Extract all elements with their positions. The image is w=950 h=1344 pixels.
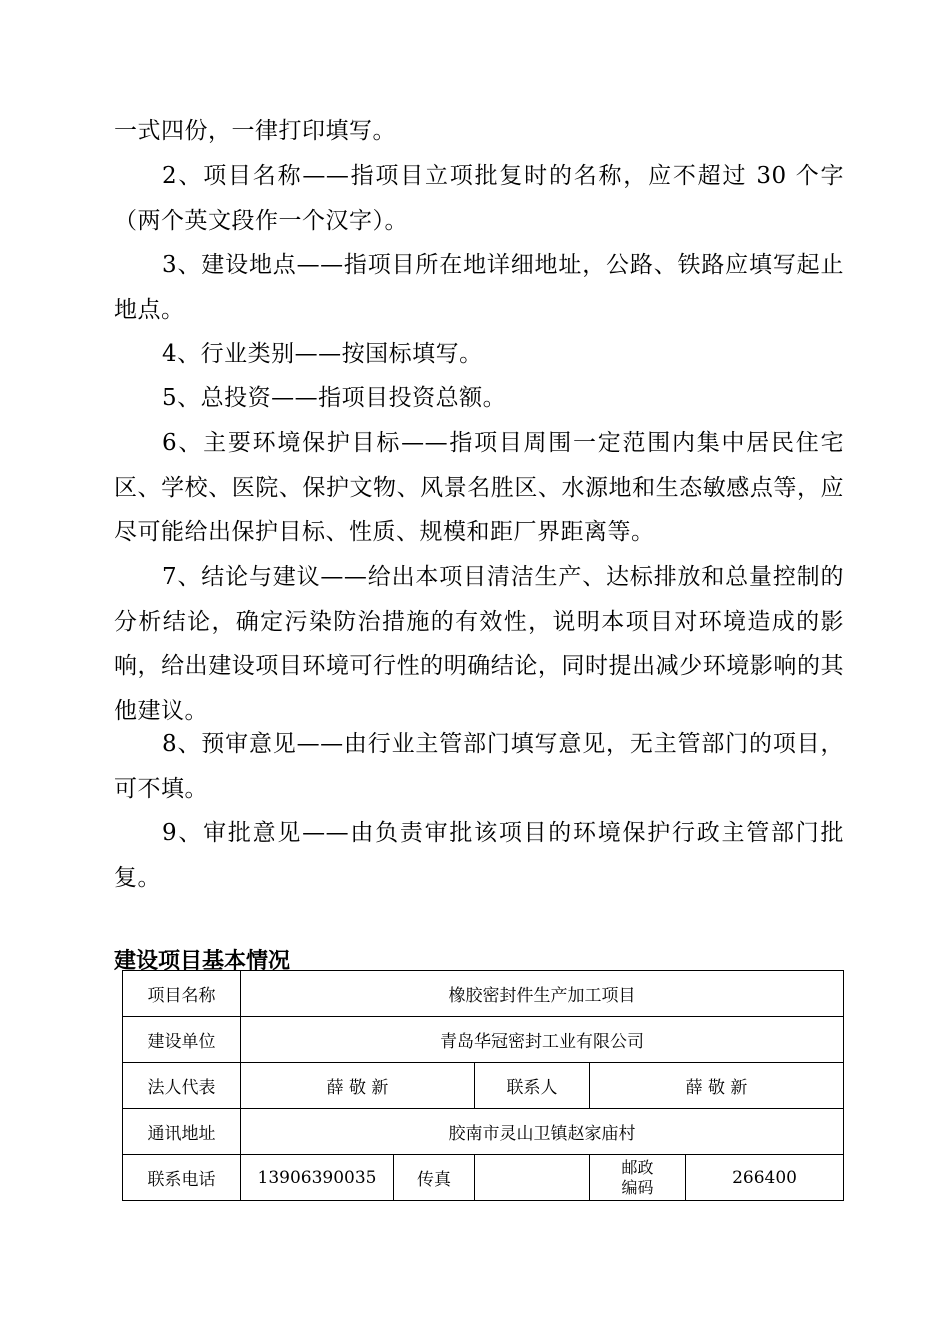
paragraph-item-5: 5、总投资——指项目投资总额。 — [162, 385, 507, 411]
project-name-value: 橡胶密封件生产加工项目 — [241, 971, 844, 1017]
postcode-label — [590, 1155, 686, 1201]
paragraph-item-2: 2、项目名称——指项目立项批复时的名称，应不超过 30 个字（两个英文段作一个汉字）。 — [114, 163, 844, 234]
table-row — [123, 971, 844, 1017]
builder-value: 青岛华冠密封工业有限公司 — [241, 1017, 844, 1063]
paragraph-item-9: 9、审批意见——由负责审批该项目的环境保护行政主管部门批复。 — [114, 820, 844, 891]
table-row — [123, 1017, 844, 1063]
address-value: 胶南市灵山卫镇赵家庙村 — [241, 1109, 844, 1155]
table-row — [123, 1155, 844, 1201]
postcode-value: 266400 — [686, 1155, 844, 1201]
phone-value: 13906390035 — [241, 1155, 394, 1201]
fax-label: 传真 — [394, 1155, 475, 1201]
paragraph-item-3: 3、建设地点——指项目所在地详细地址，公路、铁路应填写起止地点。 — [114, 252, 844, 323]
legal-rep-label: 法人代表 — [123, 1063, 241, 1109]
paragraph-item-7: 7、结论与建议——给出本项目清洁生产、达标排放和总量控制的分析结论，确定污染防治措施的有效性，说明本项目对环境造成的影响，给出建设项目环境可行性的明确结论，同时提出减少环境影响的其他建议。 — [114, 564, 844, 724]
phone-label: 联系电话 — [123, 1155, 241, 1201]
fax-value — [475, 1155, 590, 1201]
table-row — [123, 1109, 844, 1155]
project-name-label: 项目名称 — [123, 971, 241, 1017]
builder-label: 建设单位 — [123, 1017, 241, 1063]
table-row — [123, 1063, 844, 1109]
paragraph-item-4: 4、行业类别——按国标填写。 — [162, 341, 483, 367]
project-info-table — [122, 970, 844, 1201]
section-title: 建设项目基本情况 — [114, 949, 291, 974]
postcode-label-line2: 编码 — [621, 1177, 654, 1197]
contact-label: 联系人 — [475, 1063, 590, 1109]
postcode-label-line1: 邮政 — [621, 1157, 654, 1177]
paragraph-item-6: 6、主要环境保护目标——指项目周围一定范围内集中居民住宅区、学校、医院、保护文物、风景名胜区、水源地和生态敏感点等，应尽可能给出保护目标、性质、规模和距厂界距离等。 — [114, 430, 844, 546]
paragraph-item-8: 8、预审意见——由行业主管部门填写意见，无主管部门的项目，可不填。 — [114, 731, 844, 802]
address-label: 通讯地址 — [123, 1109, 241, 1155]
contact-value: 薛 敬 新 — [590, 1063, 844, 1109]
paragraph-continuation: 一式四份，一律打印填写。 — [114, 118, 396, 144]
legal-rep-value: 薛 敬 新 — [241, 1063, 475, 1109]
